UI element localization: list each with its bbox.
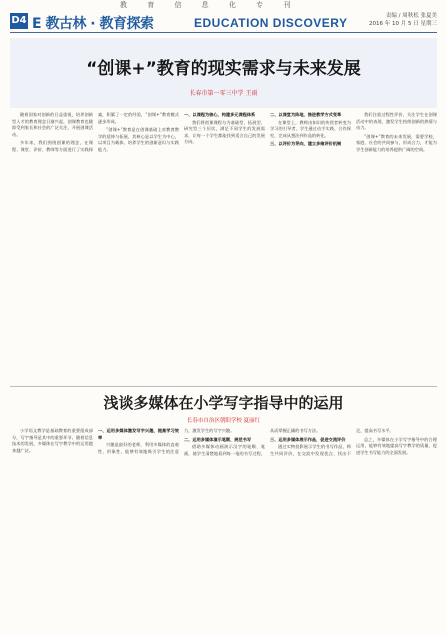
- article1-banner: [10, 38, 437, 108]
- article1-paragraph: 随着国家对创新的日益重视，培养创新型人才的教育理念日渐兴起，创课教育也随即受到家长和社会的广泛关注，开展创课活动。: [12, 112, 93, 137]
- article1-body: [12, 112, 437, 382]
- article2-body: [12, 428, 437, 628]
- article-divider: [10, 386, 437, 387]
- article2-subheading: 三、运用多媒体展示作品，促进交流评价: [270, 436, 346, 442]
- article1-byline: 长春市第一零三中学 王雨: [189, 90, 258, 97]
- section-title-en: EDUCATION DISCOVERY: [194, 16, 348, 30]
- article1-subheading: 一、以课程为核心，构建多元课程体系: [184, 112, 256, 117]
- article2-subheading: 一、运用多媒体激发写字兴趣，提高学习效率: [98, 428, 179, 440]
- article2-byline: 长春市自治区朝阳学校 夏丽红: [186, 418, 261, 424]
- article2-paragraph: 小学语文教学是基础教育的重要组成部分，写字指导是其中的重要环节。随着信息技术的发展，多媒体在写字教学中的运用越来越广泛。: [12, 428, 93, 453]
- article1-paragraph: 我们注重过程性评价，关注学生在创课活动中的表现，激发学生持续创新的热情与动力。: [356, 112, 437, 130]
- article2-paragraph: 借助多媒体动画演示汉字的笔顺、笔画，使学生清楚地看到每一笔的书写过程，从而掌握正确的书写方法。: [184, 428, 321, 456]
- page-number: D4: [10, 13, 28, 29]
- page-meta: [369, 12, 437, 28]
- editor-line: 责编 / 周秋松 张夏美: [385, 13, 437, 19]
- article2-subheading: 二、运用多媒体演示笔顺，规范书写: [184, 436, 252, 442]
- article1-title: “创课+”教育的现实需求与未来发展: [86, 59, 361, 79]
- article1-paragraph: “创课+”教育是在创课基础上对教育教学的延伸与拓展，其核心是以学生为中心，以项目为载体，培养学生的创新意识与实践能力。: [98, 127, 179, 152]
- article2-title: 浅谈多媒体在小学写字指导中的运用: [103, 394, 344, 412]
- article2-paragraph: 兴趣是最好的老师，利用多媒体的直观性、形象性，能够有效地吸引学生的注意力，激发学生的写字兴趣。: [98, 428, 235, 454]
- article1-paragraph: 我们将创课课程分为基础型、拓展型、研究型三个层次，满足不同学生的发展需求，让每一个学生都能找到适合自己的发展方向。: [184, 119, 265, 144]
- top-strip: [0, 0, 447, 9]
- article1-paragraph: “创课+”教育的未来发展，需要学校、家庭、社会的共同参与，形成合力，才能为学生创新能力的培养提供广阔的空间。: [356, 133, 437, 152]
- article1-paragraph: 在课堂上，教师由知识的传授者转变为学习的引导者，学生通过动手实践、合作探究，完成从想法到作品的转化。: [270, 119, 351, 138]
- topbar-label: 教 育 信 息 化 专 刊: [120, 1, 300, 9]
- page-header: [10, 12, 437, 33]
- date-line: 2016 年 10 月 5 日 星期三: [369, 21, 437, 27]
- article1-subheading: 二、以课堂为阵地，推进教学方式变革: [270, 112, 342, 117]
- article1-subheading: 三、以评价为导向，建立多维评价机制: [270, 141, 342, 146]
- article1-paragraph: 多年来，我们围绕创课的理念，在课程、课堂、评价、教师等方面进行了实践探索，积累了一定的经验，“创课+”教育模式逐步形成。: [12, 112, 179, 152]
- article2-paragraph: 通过实物投影展示学生的书写作品，师生共同评价，在交流中发现优点、找出不足，提高书写水平。: [270, 428, 394, 456]
- section-title: E 教古林 · 教育探索: [32, 16, 154, 32]
- article2-paragraph: 总之，多媒体在小学写字指导中的合理运用，能够有效地提高写字教学的质量，促进学生书写能力的全面发展。: [356, 436, 437, 455]
